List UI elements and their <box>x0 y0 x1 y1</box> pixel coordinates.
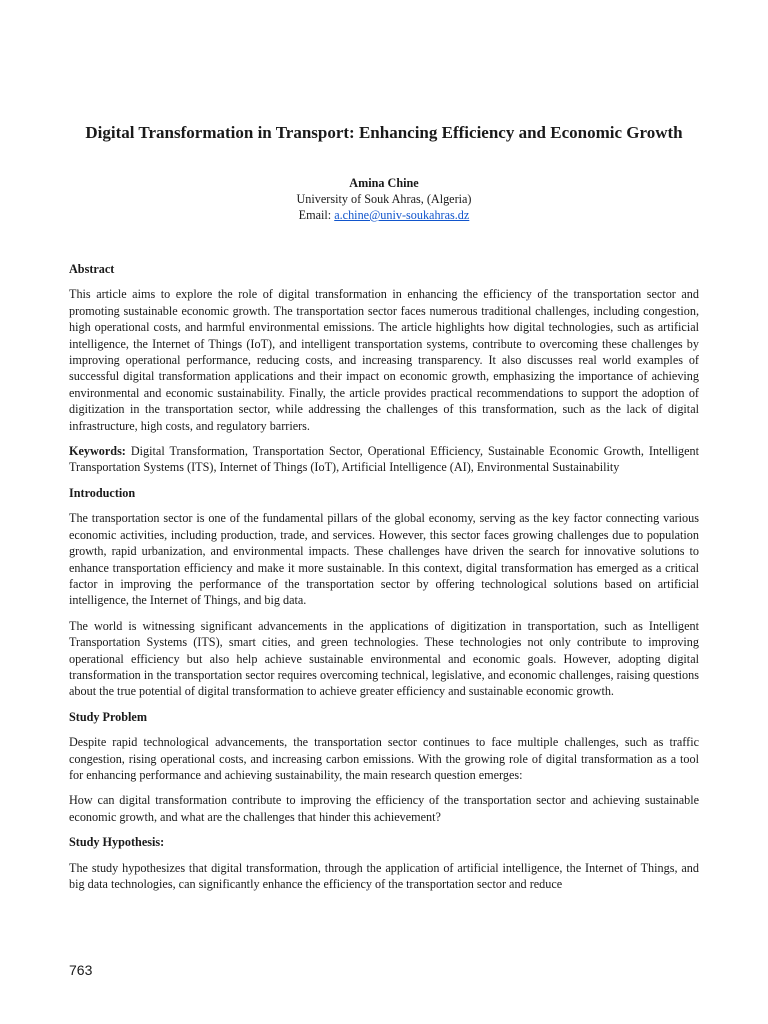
author-affiliation: University of Souk Ahras, (Algeria) <box>296 192 472 206</box>
study-problem-paragraph-1: Despite rapid technological advancements, the transportation sector continues to face multiple challenges, such as traffic congestion, rising operational costs, and increasing carbon emissions. With the growing role of digital transformation as a tool for enhancing performance and achieving sustainability, the main research question emerges: <box>69 735 699 782</box>
study-problem-heading: Study Problem <box>69 709 147 724</box>
abstract-heading: Abstract <box>69 262 115 276</box>
introduction-paragraph-1: The transportation sector is one of the fundamental pillars of the global economy, serving as the key factor connecting various economic activities, including production, trade, and services. However, this sector faces growing challenges due to population growth, rapid urbanization, and environmental impacts. These challenges have driven the search for innovative solutions to enhance transportation efficiency and make it more sustainable. In this context, digital transformation has emerged as a critical factor in improving the performance of the transportation sector by offering technological solutions based on artificial intelligence, the Internet of Things, and big data. <box>69 511 699 608</box>
paper-title: Digital Transformation in Transport: Enhancing Efficiency and Economic Growth <box>85 123 683 142</box>
keywords <box>69 443 699 476</box>
introduction-paragraph-2: The world is witnessing significant advancements in the applications of digitization in transportation, such as Intelligent Transportation Systems (ITS), smart cities, and green technologies. These technologies not only contribute to improving operational efficiency but also help achieve sustainable environmental and economic goals. However, adopting digital transformation in the transportation sector requires overcoming technical, legislative, and economic challenges, raising questions about the true potential of digital transformation to achieve greater efficiency and sustainable economic growth. <box>69 618 699 699</box>
keywords-text: Digital Transformation, Transportation Sector, Operational Efficiency, Sustainable Economic Growth, Intelligent Transportation Systems (ITS), Internet of Things (IoT), Artificial Intelligence (AI), Environmental Sustainability <box>69 444 699 475</box>
keywords-label: Keywords: <box>69 444 126 459</box>
author-block <box>69 175 699 223</box>
page-number: 763 <box>69 962 93 978</box>
email-link[interactable]: a.chine@univ-soukahras.dz <box>334 208 470 222</box>
study-hypothesis-heading: Study Hypothesis: <box>69 835 165 850</box>
author-name: Amina Chine <box>349 176 419 190</box>
paper-body <box>69 261 699 901</box>
study-problem-question: How can digital transformation contribute to improving the efficiency of the transportation sector and achieving sustainable economic growth, and what are the challenges that hinder this achievement? <box>69 793 699 824</box>
introduction-heading: Introduction <box>69 485 136 500</box>
author-email-line <box>69 207 699 223</box>
email-label: Email: <box>298 208 335 222</box>
abstract-text: This article aims to explore the role of digital transformation in enhancing the efficiency of the transportation sector and promoting sustainable economic growth. The transportation sector faces numerous traditional challenges, including congestion, high operational costs, and harmful environmental emissions. The article highlights how digital technologies, such as artificial intelligence, the Internet of Things (IoT), and intelligent transportation systems, contribute to overcoming these challenges by improving operational performance, reducing costs, and increasing transparency. It also discusses real world examples of successful digital transformation applications and their impact on economic growth, emphasizing the importance of achieving environmental and economic sustainability. Finally, the article provides practical recommendations to support the adoption of digitization in the transportation sector, while addressing the challenges of this transformation, such as the lack of digital infrastructure, high costs, and regulatory barriers. <box>69 287 699 433</box>
study-hypothesis-paragraph: The study hypothesizes that digital transformation, through the application of artificial intelligence, the Internet of Things, and big data technologies, can significantly enhance the efficiency of the transportation sector and reduce <box>69 860 699 891</box>
